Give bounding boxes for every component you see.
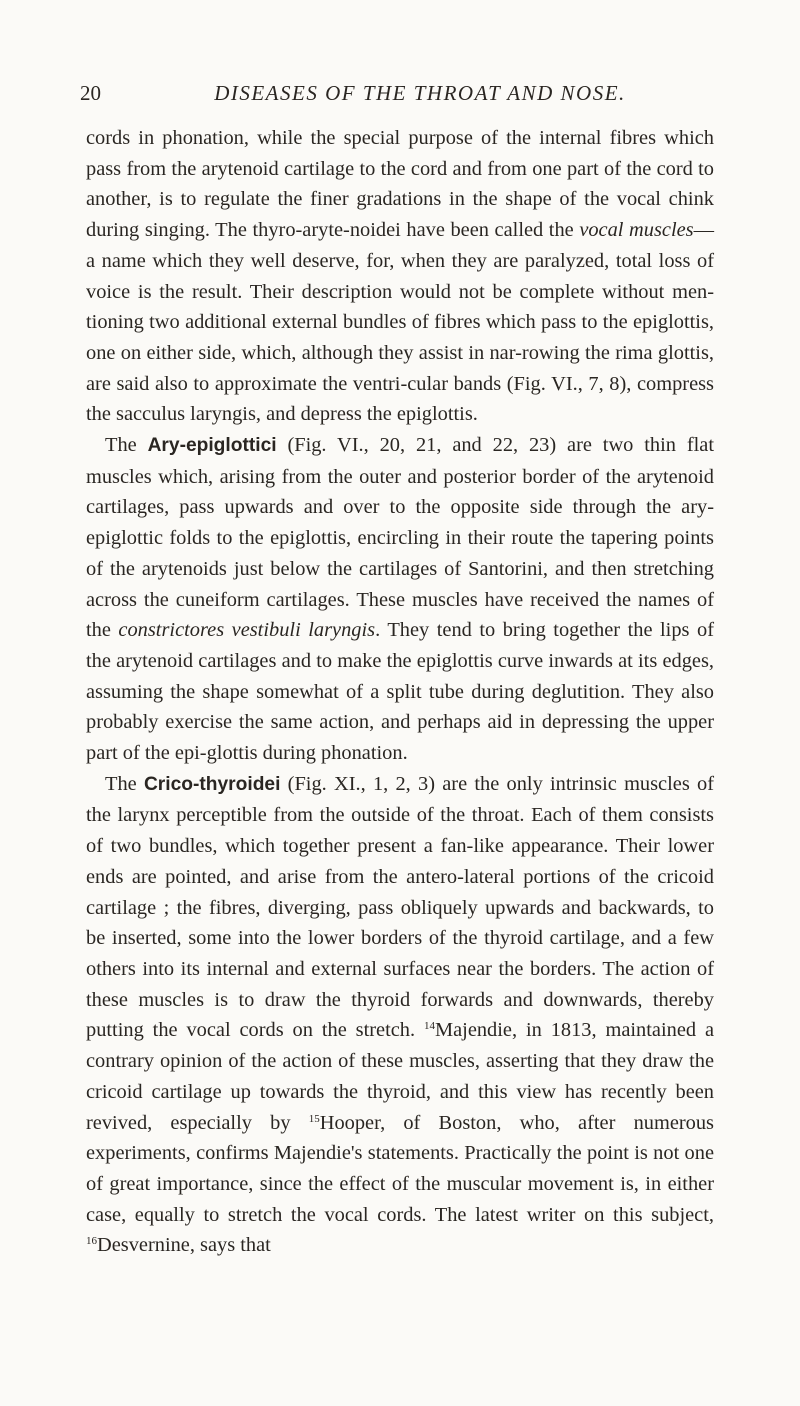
text-segment: . They tend to bring together the lips of the arytenoid cartilages and to make the epiglottis curve inwards at its edges, assuming the shape somewhat of a split tube during deglutition. They also probably exercise the same action, and perhaps aid in depressing the upper part of the epi-glottis during phonation. — [86, 619, 714, 765]
paragraph-crico-thyroidei — [86, 769, 714, 1261]
text-segment: cords in phonation, while the special purpose of the internal fibres which pass from the arytenoid cartilage to the cord and from one part of the cord to another, is to regulate the finer gradations in the shape of the vocal chink during singing. The thyro-aryte-noidei have been called the — [86, 127, 714, 242]
running-head — [80, 78, 720, 108]
muscle-heading-ary-epiglottici: Ary-epiglottici — [147, 435, 277, 457]
running-title: DISEASES OF THE THROAT AND NOSE. — [214, 81, 626, 105]
footnote-marker-15: 15 — [308, 1112, 320, 1125]
italic-term-vocal-muscles: vocal muscles — [579, 219, 694, 242]
paragraph-ary-epiglottici — [86, 430, 714, 769]
text-segment: (Fig. XI., 1, 2, 3) are the only intrinsic muscles of the larynx perceptible from the outside of the throat. Each of them consists of two bundles, which together present a fan-like appearance. Their lower ends are pointed, and arise from the antero-lateral portions of the cricoid cartilage ; the fibres, diverging, pass obliquely upwards and backwards, to be inserted, some into the lower borders of the thyroid cartilage, and a few others into its internal and external surfaces near the borders. The action of these muscles is to draw the thyroid forwards and downwards, thereby putting the vocal cords on the stretch. — [86, 772, 714, 1042]
text-segment: Majendie, in 1813, maintained a contrary opinion of the action of these muscles, asserting that they draw the cricoid cartilage up towards the thyroid, and this view has recently been revived, especially by — [86, 1019, 714, 1134]
text-segment: The — [105, 772, 144, 795]
text-segment: (Fig. VI., 20, 21, and 22, 23) are two thin flat muscles which, arising from the outer and posterior border of the arytenoid cartilages, pass upwards and over to the opposite side through the ary-epiglottic folds to the epiglottis, encircling in their route the tapering points of the arytenoids just below the cartilages of Santorini, and then stretching across the cuneiform cartilages. These muscles have received the names of the — [86, 434, 714, 642]
text-segment: Desvernine, says that — [97, 1234, 271, 1257]
body-text — [86, 123, 714, 1261]
paragraph-thyro-arytenoidei-continued — [86, 123, 714, 430]
muscle-heading-crico-thyroidei: Crico-thyroidei — [143, 773, 281, 795]
text-segment: The — [105, 434, 148, 457]
footnote-marker-14: 14 — [423, 1020, 435, 1033]
page-number: 20 — [80, 81, 101, 105]
text-segment: Hooper, of Boston, who, after numerous experiments, confirms Majendie's statements. Practically the point is not one of great importance, since the effect of the muscular movement is, in either case, equally to stretch the vocal cords. The latest writer on this subject, — [86, 1111, 714, 1226]
footnote-marker-16: 16 — [86, 1235, 97, 1248]
text-segment: —a name which they well deserve, for, when they are paralyzed, total loss of voice is the result. Their description would not be complete without men-tioning two additional external bundles of fibres which pass to the epiglottis, one on either side, which, although they assist in nar-rowing the rima glottis, are said also to approximate the ventri-cular bands (Fig. VI., 7, 8), compress the sacculus laryngis, and depress the epiglottis. — [86, 219, 715, 426]
italic-term-constrictores: constrictores vestibuli laryngis — [118, 619, 376, 642]
